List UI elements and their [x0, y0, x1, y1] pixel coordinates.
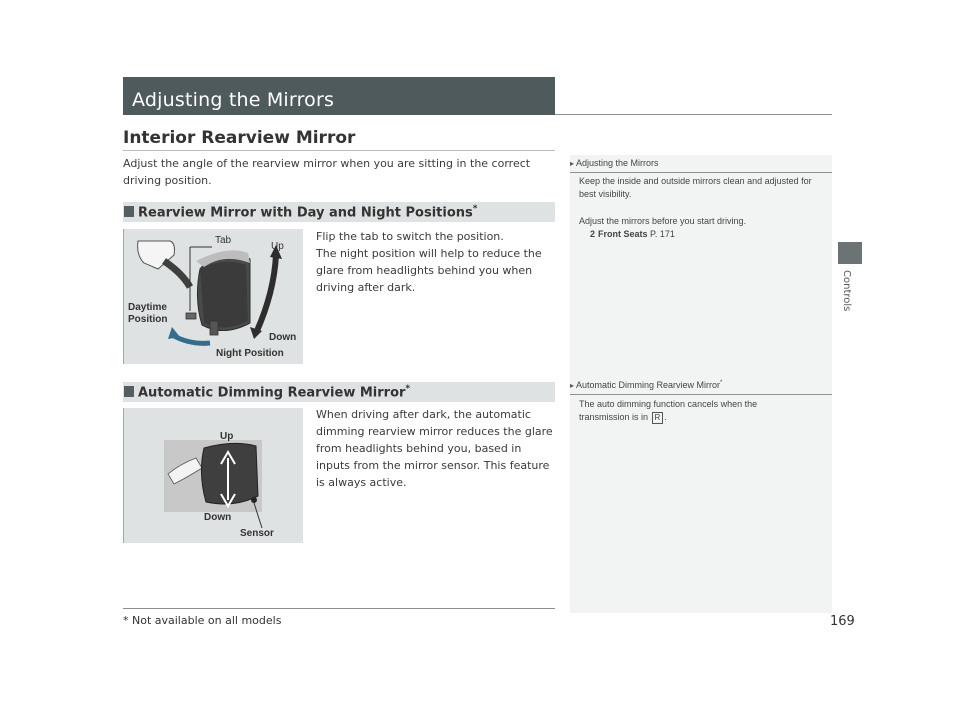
footnote-mark: * [720, 380, 723, 386]
label-down: Down [269, 332, 297, 343]
note-line2: Adjust the mirrors before you start driving. [579, 216, 747, 226]
label-up: Up [271, 241, 284, 252]
square-bullet-icon [124, 206, 134, 217]
page-number: 169 [830, 614, 855, 629]
footnote-mark: * [405, 384, 411, 394]
note-chevron-icon: ▸ [570, 159, 575, 168]
section-title: Interior Rearview Mirror [123, 128, 356, 148]
day-night-text-line2: The night position will help to reduce the glare from headlights behind you when driving after dark. [316, 247, 542, 294]
auto-dim-heading-text: Automatic Dimming Rearview Mirror [138, 385, 406, 401]
footnote-mark: * [472, 204, 478, 214]
footnote: * Not available on all models [123, 614, 282, 627]
day-night-mirror-figure [123, 229, 303, 364]
note-xref[interactable] [590, 228, 810, 241]
label-down: Down [204, 512, 232, 523]
footnote-rule [123, 608, 555, 609]
label-daytime: Daytime [128, 302, 167, 313]
page-title: Adjusting the Mirrors [132, 89, 335, 111]
label-up: Up [220, 431, 234, 442]
day-night-text [316, 228, 556, 296]
xref-page: P. 171 [650, 229, 675, 239]
chapter-tab-marker [838, 242, 862, 264]
reverse-gear-key: R [652, 412, 664, 424]
chapter-label: Controls [841, 270, 852, 312]
note-rule [570, 172, 832, 173]
note-heading-text: Adjusting the Mirrors [576, 158, 659, 168]
note-auto-dim-text [579, 398, 799, 424]
day-night-heading [123, 202, 555, 222]
day-night-heading-text: Rearview Mirror with Day and Night Positions [138, 205, 473, 221]
page-title-bar [123, 77, 555, 115]
note-rule [570, 394, 832, 395]
label-tab: Tab [215, 235, 232, 246]
section-rule [123, 150, 555, 151]
label-sensor: Sensor [240, 528, 274, 539]
square-bullet-icon [124, 386, 134, 397]
note-line1: Keep the inside and outside mirrors clean and adjusted for best visibility. [579, 176, 812, 199]
label-position: Position [128, 314, 168, 325]
auto-dim-mirror-figure [123, 408, 303, 543]
label-night-position: Night Position [216, 348, 284, 359]
title-rule [555, 114, 832, 115]
note-text-post: . [664, 412, 667, 422]
cross-reference-icon: 2 [590, 229, 596, 239]
auto-dim-heading [123, 382, 555, 402]
intro-text: Adjust the angle of the rearview mirror when you are sitting in the correct driving position. [123, 157, 531, 187]
note-heading-text: Automatic Dimming Rearview Mirror [576, 380, 721, 390]
note-heading-mirrors [570, 158, 659, 168]
note-heading-auto-dim [570, 380, 722, 390]
auto-dim-text: When driving after dark, the automatic dimming rearview mirror reduces the glare from headlights behind you, based in inputs from the mirror sensor. This feature is always active. [316, 408, 553, 489]
note-panel-mirrors [570, 155, 832, 375]
note-panel-auto-dim [570, 375, 832, 613]
xref-label: Front Seats [598, 229, 648, 239]
note-text-pre: The auto dimming function cancels when the transmission is in [579, 399, 758, 422]
note-chevron-icon: ▸ [570, 381, 575, 390]
day-night-text-line1: Flip the tab to switch the position. [316, 230, 504, 243]
